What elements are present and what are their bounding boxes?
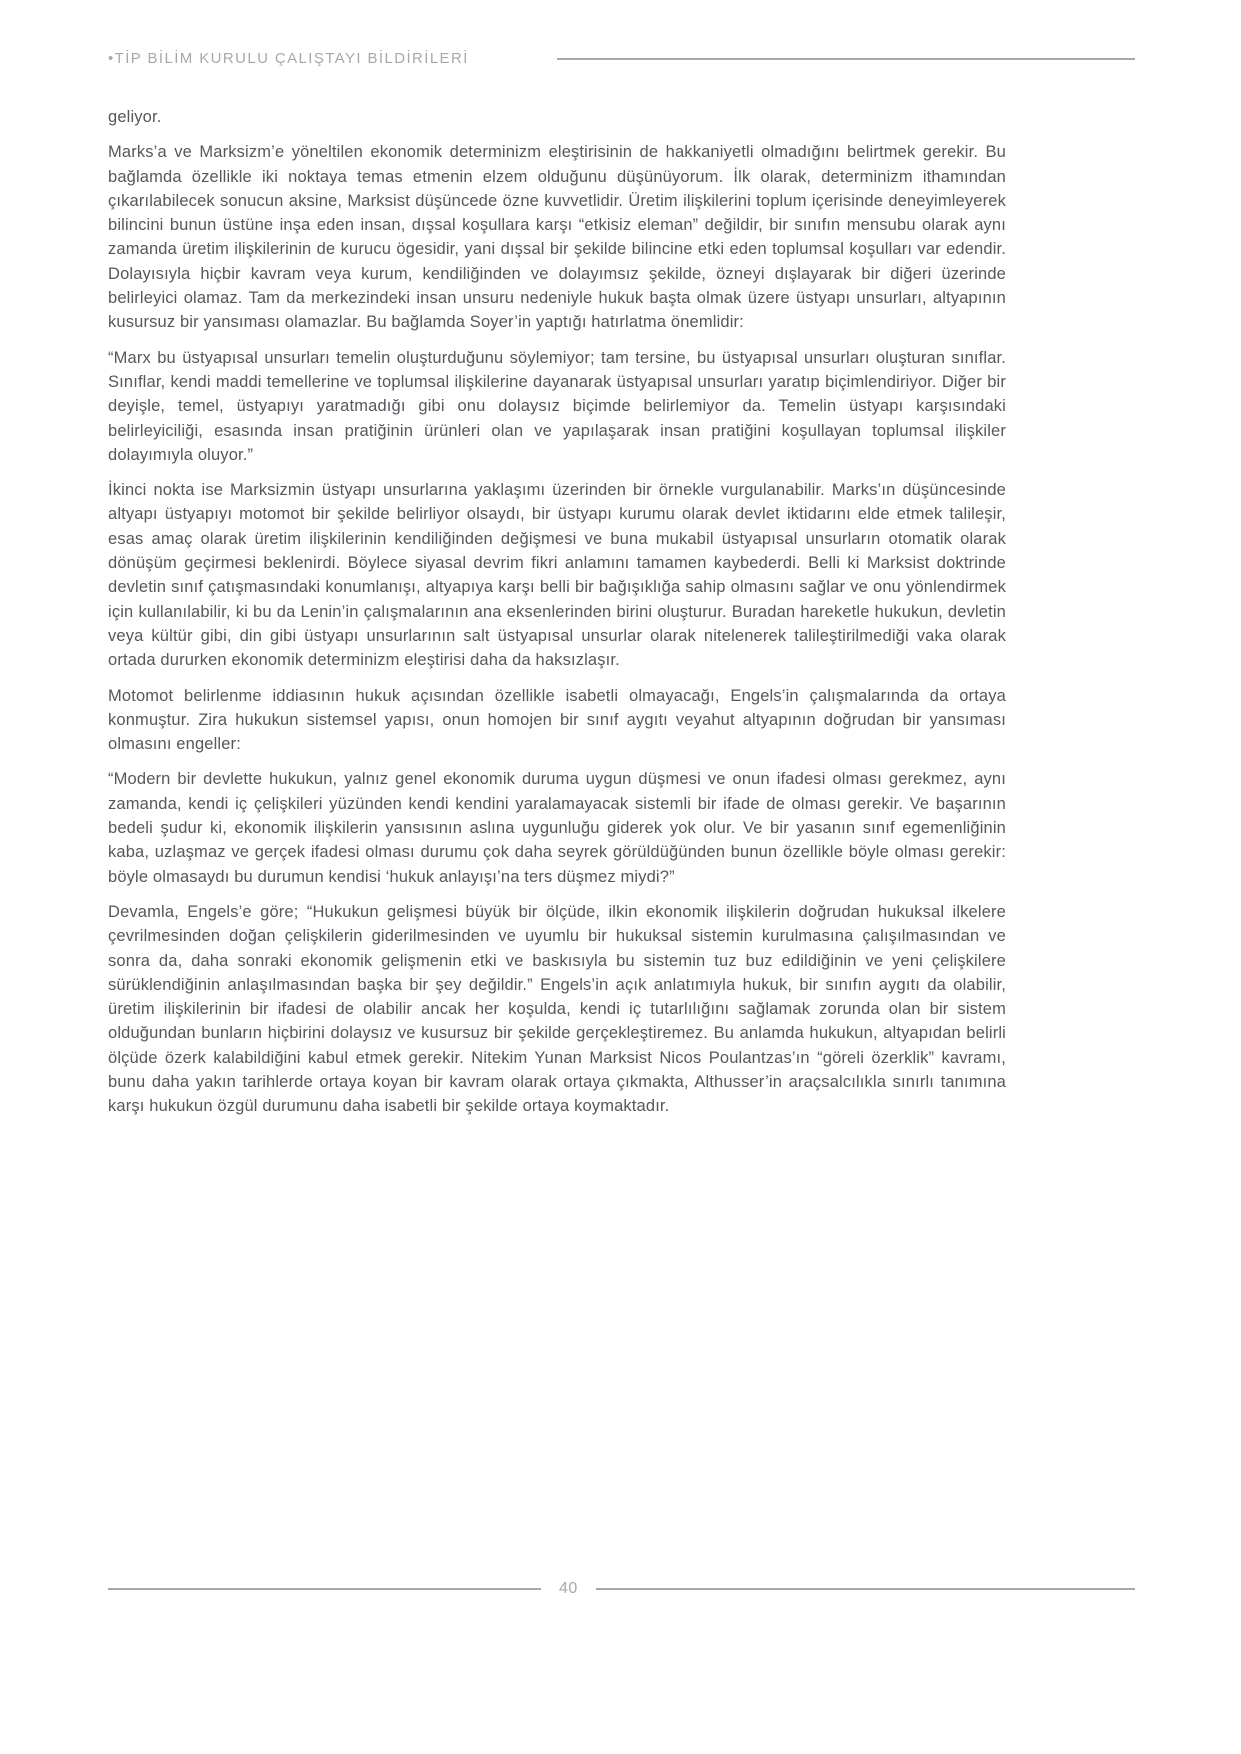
page-header	[108, 50, 1135, 67]
body-paragraph: Marks’a ve Marksizm’e yöneltilen ekonomik determinizm eleştirisinin de hakkaniyetli olmadığını belirtmek gerekir. Bu bağlamda özellikle iki noktaya temas etmenin elzem olduğunu düşünüyorum. İlk olarak, determinizm ithamından çıkarılabilecek sonucun aksine, Marksist düşüncede özne kuvvetlidir. Üretim ilişkilerini toplum içerisinde deneyimleyerek bilincini bunun üstüne inşa eden insan, dışsal koşullara karşı “etkisiz eleman” değildir, bir sınıfın mensubu olarak aynı zamanda üretim ilişkilerinin de kurucu ögesidir, yani dışsal bir şekilde bilincine etki eden toplumsal koşulları var edendir. Dolayısıyla hiçbir kavram veya kurum, kendiliğinden ve dolayımsız şekilde, özneyi dışlayarak bir diğeri üzerinde belirleyici olamaz. Tam da merkezindeki insan unsuru nedeniyle hukuk başta olmak üzere üstyapı unsurları, altyapının kusursuz bir yansıması olamazlar. Bu bağlamda Soyer’in yaptığı hatırlatma önemlidir:	[108, 143, 1006, 332]
page-number: 40	[559, 1580, 578, 1597]
footer-rule-right	[596, 1588, 1135, 1590]
page-footer	[108, 1580, 1135, 1598]
header-rule	[557, 58, 1135, 60]
body-paragraph: İkinci nokta ise Marksizmin üstyapı unsurlarına yaklaşımı üzerinden bir örnekle vurgulanabilir. Marks’ın düşüncesinde altyapı üstyapıyı motomot bir şekilde belirliyor olsaydı, bir üstyapı kurumu olarak devlet iktidarını elde etmek talileşir, esas amaç olarak üretim ilişkilerinin kendiliğinden değişmesi ve buna mukabil üstyapısal unsurların otomatik olarak dönüşüm geçirmesi beklenirdi. Böylece siyasal devrim fikri anlamını tamamen kaybederdi. Belli ki Marksist doktrinde devletin sınıf çatışmasındaki konumlanışı, altyapıya karşı belli bir bağışıklığa sahip olmasını sağlar ve onu yönlendirmek için kullanılabilir, ki bu da Lenin’in çalışmalarının ana eksenlerinden birini oluşturur. Buradan hareketle hukukun, devletin veya kültür gibi, din gibi üstyapı unsurlarının salt üstyapısal unsurlar olarak nitelenerek talileştirilmediği vaka olarak ortada dururken ekonomik determinizm eleştirisi daha da haksızlaşır.	[108, 481, 1006, 670]
body-paragraph-continuation: geliyor.	[108, 108, 162, 126]
quote-paragraph: “Marx bu üstyapısal unsurları temelin oluşturduğunu söylemiyor; tam tersine, bu üstyapısal unsurları oluşturan sınıflar. Sınıflar, kendi maddi temellerine ve toplumsal ilişkilerine dayanarak üstyapısal unsurları yaratıp biçimlendiriyor. Diğer bir deyişle, temel, üstyapıyı yaratmadığı gibi onu dolaysız biçimde belirlemiyor da. Temelin üstyapı karşısındaki belirleyiciliği, esasında insan pratiğinin ürünleri olan ve yapılaşarak insan pratiğini koşullayan toplumsal ilişkiler dolayımıyla oluyor.”	[108, 348, 1006, 464]
header-title: •TİP BİLİM KURULU ÇALIŞTAYI BİLDİRİLERİ	[108, 50, 469, 67]
page-body	[108, 105, 1006, 1130]
body-paragraph: Motomot belirlenme iddiasının hukuk açısından özellikle isabetli olmayacağı, Engels’in çalışmalarında da ortaya konmuştur. Zira hukukun sistemsel yapısı, onun homojen bir sınıf aygıtı veyahut altyapının doğrudan bir yansıması olmasını engeller:	[108, 686, 1006, 754]
footer-rule-left	[108, 1588, 541, 1590]
quote-paragraph: “Modern bir devlette hukukun, yalnız genel ekonomik duruma uygun düşmesi ve onun ifadesi olması gerekmez, aynı zamanda, kendi iç çelişkileri yüzünden kendi kendini yaralamayacak sistemli bir ifade de olması gerekir. Ve başarının bedeli şudur ki, ekonomik ilişkilerin yansısının aslına uygunluğu giderek yok olur. Ve bir yasanın sınıf egemenliğinin kaba, uzlaşmaz ve gerçek ifadesi olması durumu çok daha seyrek görüldüğünden bunun özellikle böyle olması gerekir: böyle olmasaydı bu durumun kendisi ‘hukuk anlayışı’na ters düşmez miydi?”	[108, 770, 1006, 886]
body-paragraph: Devamla, Engels’e göre; “Hukukun gelişmesi büyük bir ölçüde, ilkin ekonomik ilişkilerin doğrudan hukuksal ilkelere çevrilmesinden doğan çelişkilerin giderilmesinden ve uyumlu bir hukuksal sistemin kurulmasına çalışılmasından ve sonra da, daha sonraki ekonomik gelişmenin etki ve baskısıyla bu sistemin tuz buz edildiğinin ve yeni çelişkilere sürüklendiğinin anlaşılmasından başka bir şey değildir.” Engels’in açık anlatımıyla hukuk, bir sınıfın aygıtı da olabilir, üretim ilişkilerinin bir ifadesi de olabilir ancak her koşulda, kendi iç tutarlılığını sağlamak zorunda olan bir sistem olduğundan bunların hiçbirini dolaysız ve kusursuz bir şekilde gerçekleştiremez. Bu anlamda hukukun, altyapıdan belirli ölçüde özerk kalabildiğini kabul etmek gerekir. Nitekim Yunan Marksist Nicos Poulantzas’ın “göreli özerklik” kavramı, bunu daha yakın tarihlerde ortaya koyan bir kavram olarak ortaya çıkmakta, Althusser’in araçsalcılıkla sınırlı tanımına karşı hukukun özgül durumunu daha isabetli bir şekilde ortaya koymaktadır.	[108, 902, 1006, 1116]
